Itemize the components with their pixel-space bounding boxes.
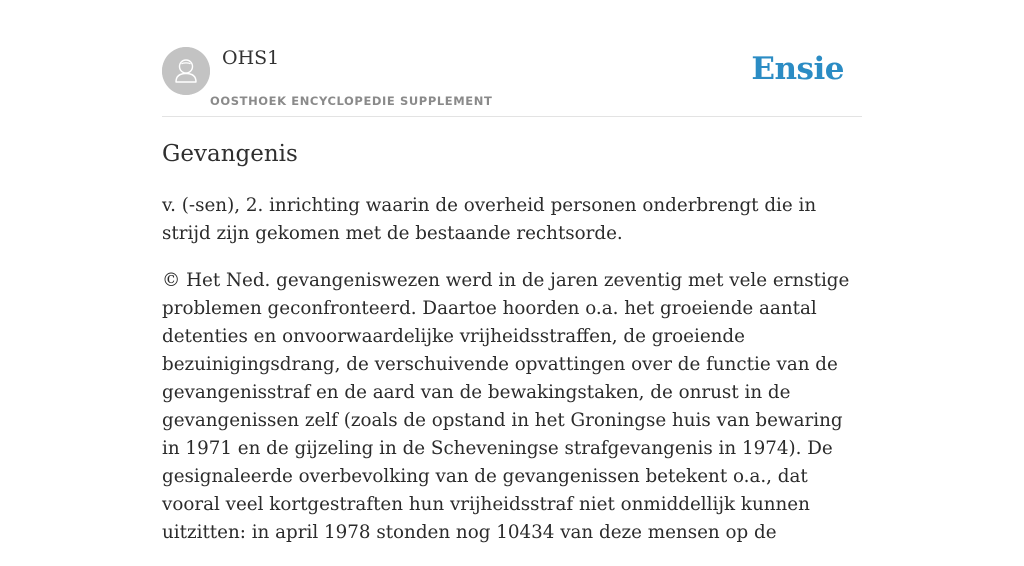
header: [162, 0, 862, 117]
avatar[interactable]: [162, 47, 210, 95]
page-container: [162, 0, 862, 543]
article-body: [162, 192, 862, 566]
definition-paragraph: v. (-sen), 2. inrichting waarin de overheid personen onderbrengt die in strijd zijn gekomen met de bestaande rechtsorde.: [162, 195, 817, 244]
user-name[interactable]: OHS1: [222, 47, 280, 69]
user-icon: [162, 47, 210, 95]
source-subtitle: OOSTHOEK ENCYCLOPEDIE SUPPLEMENT: [210, 94, 493, 108]
body-paragraph: © Het Ned. gevangeniswezen werd in de jaren zeventig met vele ernstige problemen geconfronteerd. Daartoe hoorden o.a. het groeiende aantal detenties en onvoorwaardelijke vrijheidsstraffen, de groeiende bezuinigingsdrang, de verschuivende opvattingen over de functie van de gevangenisstraf en de aard van de bewakingstaken, de onrust in de gevangenissen zelf (zoals de opstand in het Groningse huis van bewaring in 1971 en de gijzeling in de Scheveningse strafgevangenis in 1974). De gesignaleerde overbevolking van de gevangenissen betekent o.a., dat vooral veel kortgestraften hun vrijheidsstraf niet onmiddellijk kunnen uitzitten: in april 1978 stonden nog 10434 van deze mensen op de: [162, 270, 850, 543]
brand-logo[interactable]: Ensie: [751, 51, 844, 87]
article-title: Gevangenis: [162, 141, 298, 167]
